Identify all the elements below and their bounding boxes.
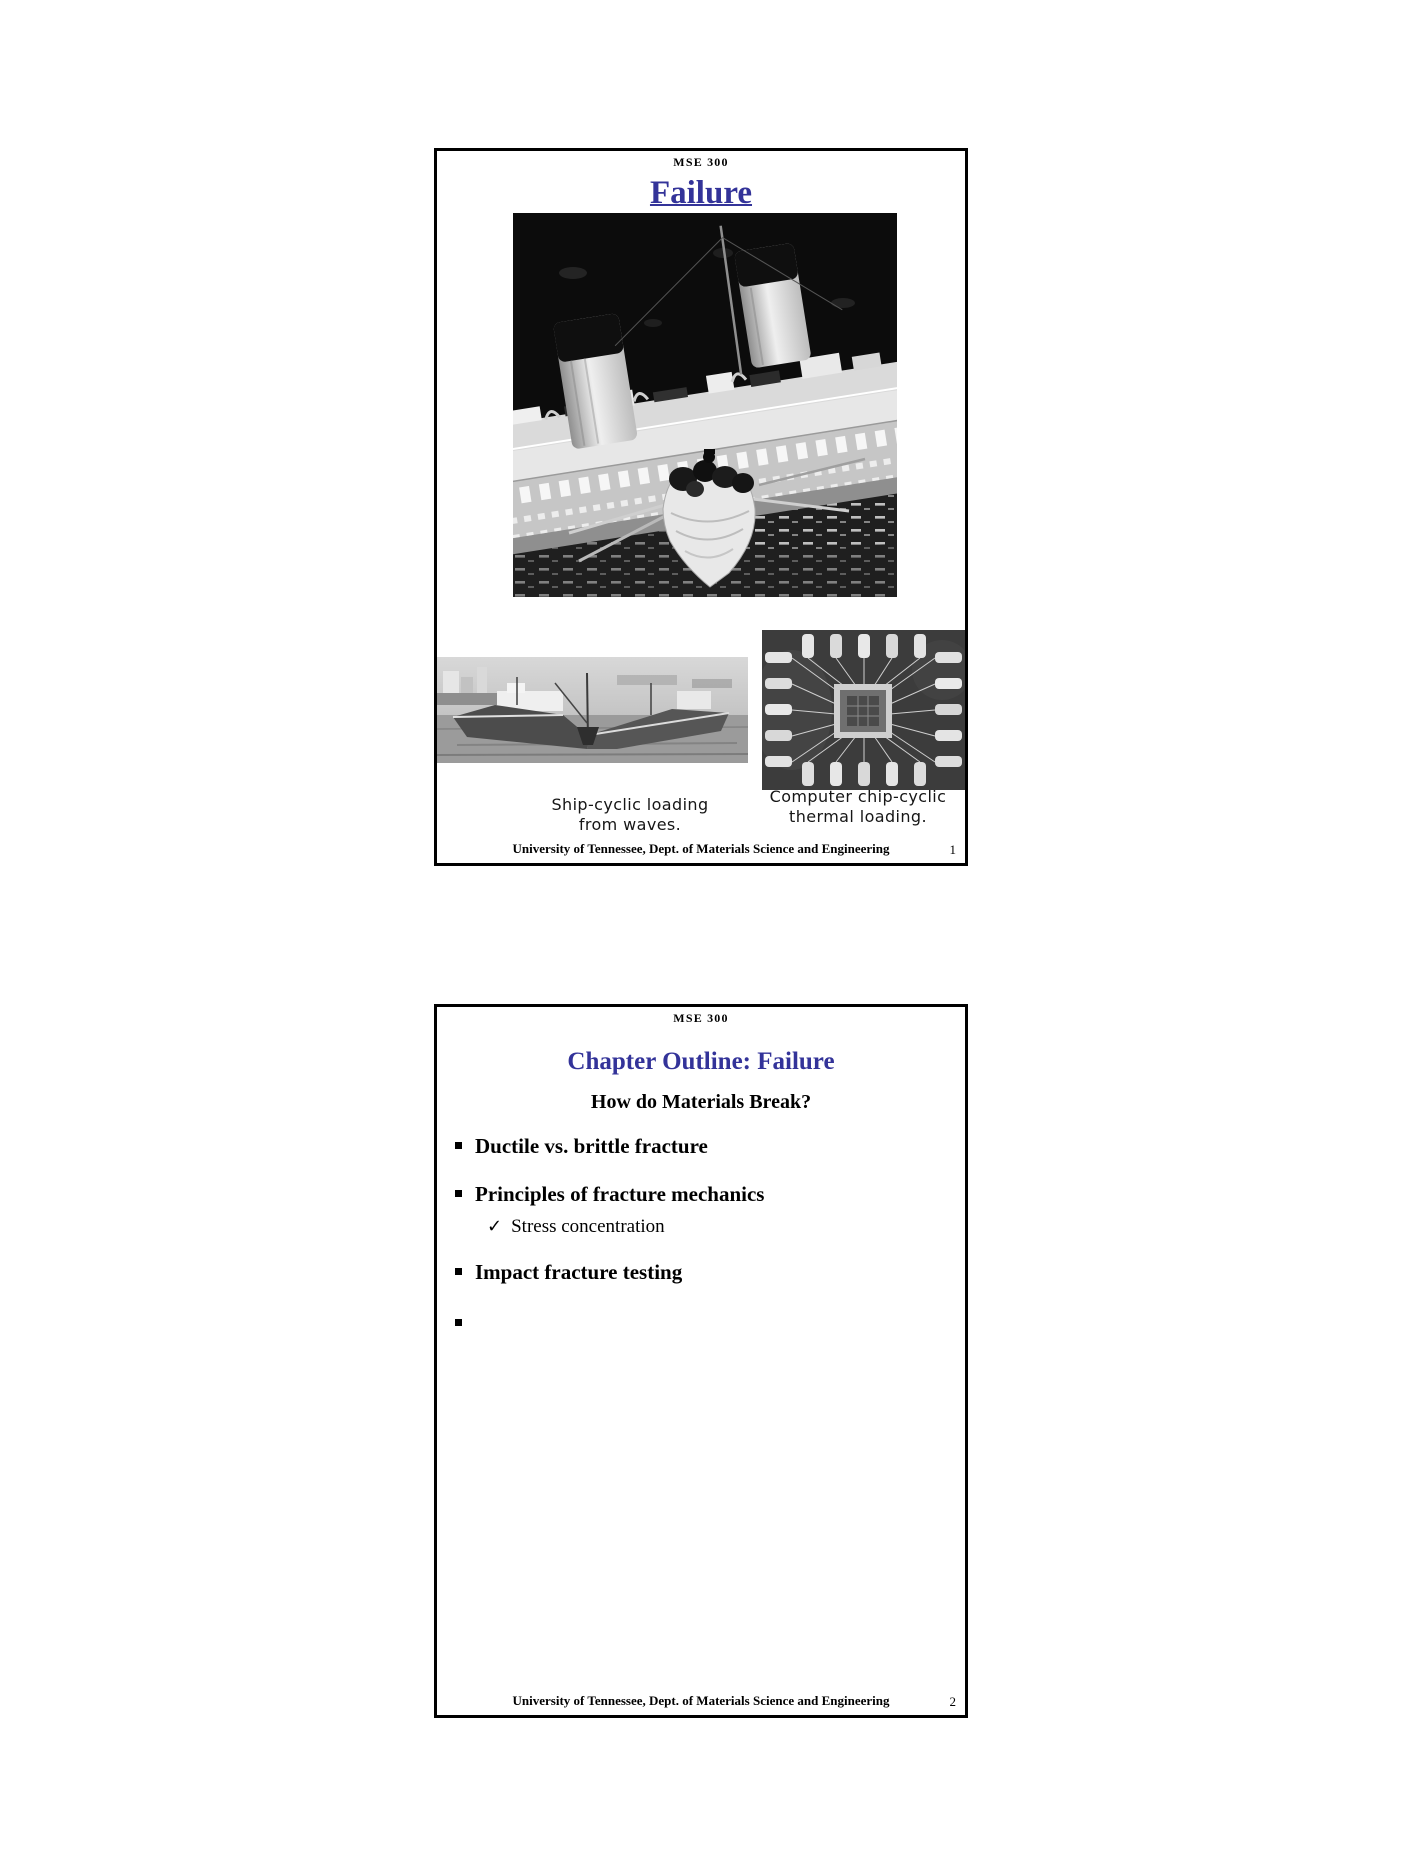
square-bullet-icon (455, 1190, 462, 1197)
bullet-item (455, 1260, 682, 1285)
slide-1 (434, 148, 968, 866)
titanic-sinking-photo (513, 213, 897, 597)
square-bullet-icon (455, 1142, 462, 1149)
slide2-title: Chapter Outline: Failure (567, 1048, 835, 1075)
slide2-footer: University of Tennessee, Dept. of Materials Science and Engineering (512, 1693, 890, 1708)
bullet-text: Ductile vs. brittle fracture (475, 1134, 708, 1158)
ship-caption-line2: from waves. (578, 815, 682, 834)
course-code: MSE 300 (673, 1011, 729, 1025)
broken-ship-photo (437, 657, 748, 763)
sub-bullet-item (487, 1216, 665, 1238)
bullet-item (455, 1182, 764, 1207)
ship-caption (480, 795, 780, 835)
slide2-page-number: 2 (949, 1694, 956, 1709)
bullet-text: Impact fracture testing (475, 1260, 683, 1284)
square-bullet-icon (455, 1268, 462, 1275)
bullet-item (455, 1311, 475, 1336)
chip-caption-line2: thermal loading. (789, 807, 927, 826)
bullet-item (455, 1134, 708, 1159)
chip-caption-line1: Computer chip-cyclic (769, 787, 947, 806)
sub-bullet-text: Stress concentration (511, 1216, 665, 1237)
slide1-title: Failure (649, 175, 753, 211)
computer-chip-photo (762, 630, 965, 790)
slide-2 (434, 1004, 968, 1718)
chip-caption (749, 787, 967, 827)
ship-caption-line1: Ship-cyclic loading (551, 795, 709, 814)
slide1-page-number: 1 (949, 842, 956, 857)
slide1-footer: University of Tennessee, Dept. of Materials Science and Engineering (512, 841, 890, 856)
checkmark-icon: ✓ (487, 1216, 503, 1237)
square-bullet-icon (455, 1319, 462, 1326)
bullet-text: Principles of fracture mechanics (475, 1182, 765, 1206)
slide2-subtitle: How do Materials Break? (590, 1091, 812, 1113)
course-code: MSE 300 (673, 155, 729, 169)
